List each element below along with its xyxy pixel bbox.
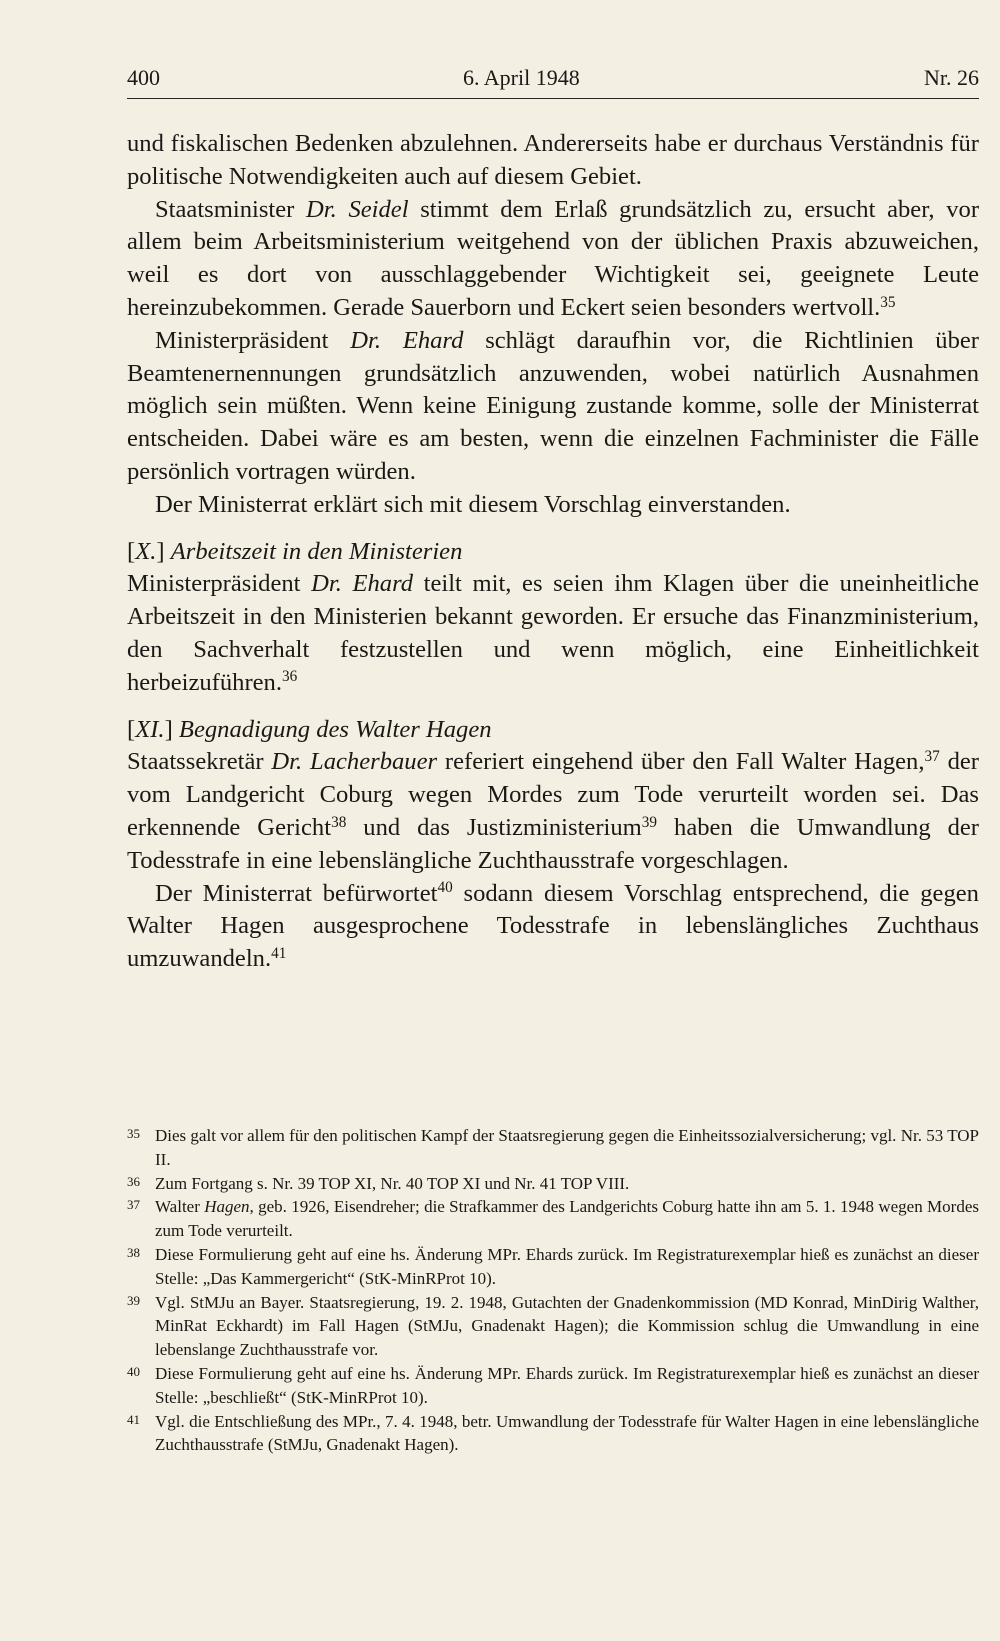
speaker-name: Dr. Seidel (306, 195, 409, 223)
paragraph: Staatsminister Dr. Seidel stimmt dem Erlaß grundsätzlich zu, ersucht aber, vor allem beim Arbeitsministerium weitgehend von der üblichen Praxis abzuweichen, weil es dort von ausschlaggebender Wichtigkeit sei, geeignete Leute hereinzubekommen. Gerade Sauerborn und Eckert seien besonders wertvoll.$^{35}$ (127, 195, 980, 321)
section-heading: [XI.] Begnadigung des Walter Hagen (127, 715, 492, 743)
main-text (127, 128, 979, 976)
paragraph: Ministerpräsident Dr. Ehard schlägt daraufhin vor, die Richtlinien über Beamtenernennungen grundsätzlich anzuwenden, wobei natürlich Ausnahmen möglich sein müßten. Wenn keine Einigung zustande komme, solle der Ministerrat entscheiden. Dabei wäre es am besten, wenn die einzelnen Fachminister die Fälle persönlich vortragen würden. (127, 326, 979, 485)
paragraph: Der Ministerrat befürwortet$^{40}$ sodann diesem Vorschlag entsprechend, die gegen Walter Hagen ausgesprochene Todesstrafe in lebenslängliches Zuchthaus umzuwandeln.$^{41}$ (127, 879, 979, 973)
footnote: 35 Dies galt vor allem für den politischen Kampf der Staatsregierung gegen die Einheitssozialversicherung; vgl. Nr. 53 TOP II. (127, 1126, 979, 1169)
footnote-ref: 35 (880, 293, 896, 311)
header-issue-number: Nr. 26 (924, 65, 979, 90)
paragraph: Der Ministerrat erklärt sich mit diesem Vorschlag einverstanden. (155, 490, 791, 518)
paragraph: Ministerpräsident Dr. Ehard teilt mit, es seien ihm Klagen über die uneinheitliche Arbeitszeit in den Ministerien bekannt geworden. Er ersuche das Finanzministerium, den Sachverhalt festzustellen und wenn möglich, eine Einheitlichkeit herbeizuführen.$^{36}$ (127, 570, 979, 696)
footnote-ref: 39 (641, 813, 658, 831)
page-number: 400 (127, 65, 160, 90)
section-heading: [X.] Arbeitszeit in den Ministerien (127, 537, 463, 565)
footnote-ref: 37 (924, 747, 940, 765)
paragraph: und fiskalischen Bedenken abzulehnen. Andererseits habe er durchaus Verständnis für politische Notwendigkeiten auch auf diesem Gebiet. (127, 130, 979, 190)
footnote-ref: 41 (271, 944, 287, 962)
paragraph: Staatssekretär Dr. Lacherbauer referiert eingehend über den Fall Walter Hagen,$^{37}$ der vom Landgericht Coburg wegen Mordes zum Tode verurteilt worden sei. Das erkennende Gericht$^{38}$ und das Justizministerium$^{39}$ haben die Umwandlung der Todesstrafe in eine lebenslängliche Zuchthausstrafe vorgeschlagen. (127, 747, 979, 874)
footnote: 38 Diese Formulierung geht auf eine hs. Änderung MPr. Ehards zurück. Im Registraturexemplar hieß es zunächst an dieser Stelle: „Das Kammergericht“ (StK-MinRProt 10). (127, 1244, 979, 1288)
footnote: 40 Diese Formulierung geht auf eine hs. Änderung MPr. Ehards zurück. Im Registraturexemplar hieß es zunächst an dieser Stelle: „beschließt“ (StK-MinRProt 10). (127, 1363, 979, 1407)
speaker-name: Dr. Lacherbauer (271, 748, 438, 776)
footnote: 39 Vgl. StMJu an Bayer. Staatsregierung, 19. 2. 1948, Gutachten der Gnadenkommission (MD Konrad, MinDirig Walther, MinRat Eckhardt) im Fall Hagen (StMJu, Gnadenakt Hagen); die Kommission schlug die Umwandlung in eine lebenslange Zuchthausstrafe vor. (127, 1292, 979, 1360)
header-date: 6. April 1948 (463, 65, 580, 90)
footnote: 41 Vgl. die Entschließung des MPr., 7. 4. 1948, betr. Umwandlung der Todesstrafe für Walter Hagen in eine lebenslängliche Zuchthausstrafe (StMJu, Gnadenakt Hagen). (127, 1411, 979, 1455)
running-header (127, 60, 979, 99)
footnote-ref: 36 (282, 668, 298, 686)
footnote-ref: 40 (437, 879, 453, 897)
footnotes (127, 1124, 979, 1457)
footnote: 37 Walter Hagen, geb. 1926, Eisendreher; die Strafkammer des Landgerichts Coburg hatte ihn am 5. 1. 1948 wegen Mordes zum Tode verurteilt. (127, 1197, 979, 1241)
speaker-name: Dr. Ehard (311, 570, 414, 598)
footnote: 36 Zum Fortgang s. Nr. 39 TOP XI, Nr. 40 TOP XI und Nr. 41 TOP VIII. (127, 1173, 630, 1193)
speaker-name: Dr. Ehard (350, 326, 464, 354)
footnote-ref: 38 (331, 813, 347, 831)
